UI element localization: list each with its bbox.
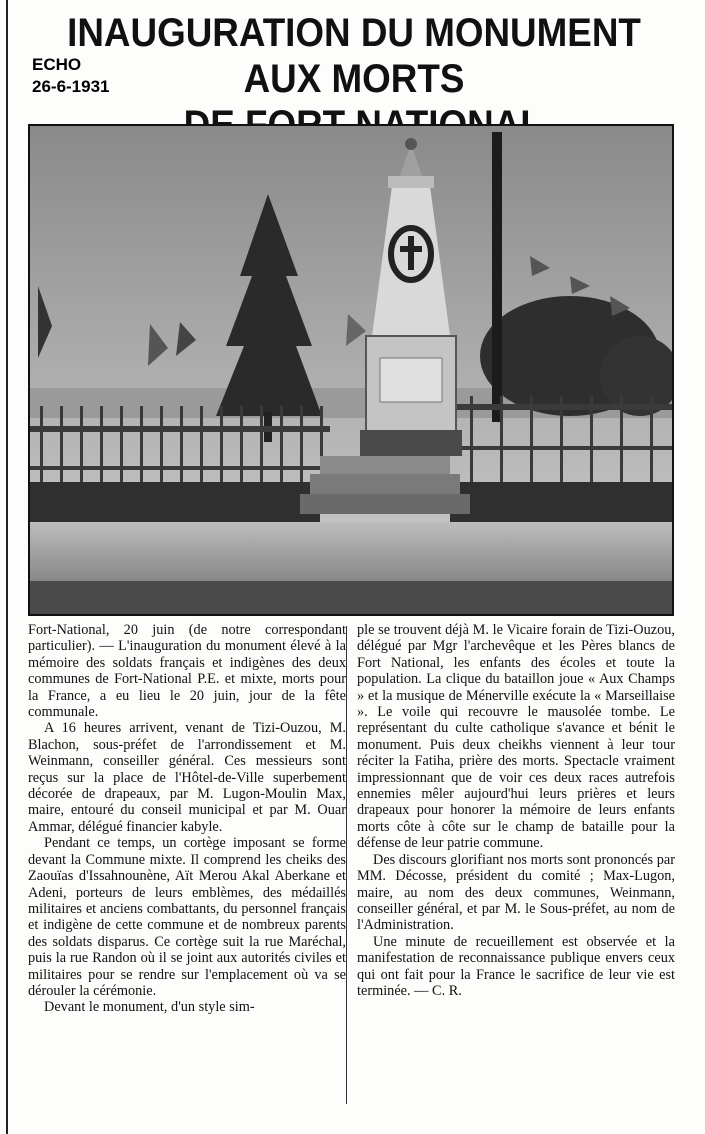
source-date: 26-6-1931 xyxy=(32,77,110,96)
article-column-2 xyxy=(357,622,675,999)
article-column-1 xyxy=(28,622,346,1016)
column-divider xyxy=(346,626,347,1104)
monument-photo xyxy=(28,124,674,616)
headline-line-1: INAUGURATION DU MONUMENT AUX MORTS xyxy=(67,11,641,101)
paragraph: ple se trouvent déjà M. le Vicaire forain de Tizi-Ouzou, délégué par Mgr l'archevêque et les Pères blancs de Fort National, les enfants des écoles et toute la population. La clique du bataillon joue « Aux Champs » et la musique de Ménerville exécute la « Marseillaise ». Le voile qui recouvre le mausolée tombe. Le représentant du culte catholique s'avance et bénit le monument. Puis deux cheikhs viennent à leur tour réciter la Fatiha, prière des morts. Spectacle vraiment impressionnant que de voir ces deux races autrefois ennemies mêler aujourd'hui leurs prières et leurs drapeaux pour honorer la mémoire de leurs enfants morts côte à côte sur le champ de bataille pour la défense de leur patrie commune. xyxy=(357,622,675,852)
paragraph: Fort-National, 20 juin (de notre correspondant particulier). — L'inauguration du monument élevé à la mémoire des soldats français et indigènes des deux communes de Fort-National P.E. et mixte, morts pour la France, a eu lieu le 20 juin, jour de la fête communale. xyxy=(28,622,346,721)
source-stamp xyxy=(32,54,110,98)
paragraph: Pendant ce temps, un cortège imposant se forme devant la Commune mixte. Il comprend les cheiks des Zaouïas d'Issahnounène, Aït Merou Akal Aberkane et Adeni, porteurs de leurs emblèmes, des médaillés militaires et anciens combattants, du personnel français et indigène de cette commune et de nombreux parents des soldats disparus. Ce cortège suit la rue Maréchal, puis la rue Randon où il se joint aux autorités civiles et militaires pour se rendre sur l'emplacement où va se dérouler la cérémonie. xyxy=(28,835,346,999)
paragraph: Une minute de recueillement est observée et la manifestation de reconnaissance publique envers ceux qui ont fait pour la France le sacrifice de leur vie est terminée. — C. R. xyxy=(357,933,675,999)
source-name: ECHO xyxy=(32,55,82,74)
page-edge-rule xyxy=(6,0,8,1134)
paragraph: A 16 heures arrivent, venant de Tizi-Ouzou, M. Blachon, sous-préfet de l'arrondissement et M. Weinmann, conseiller général. Ces messieurs sont reçus sur la place de l'Hôtel-de-Ville superbement décorée de drapeaux, par M. Lugon-Moulin Max, maire, entouré du conseil municipal et par M. Ouar Ammar, délégué financier kabyle. xyxy=(28,720,346,835)
paragraph: Devant le monument, d'un style sim- xyxy=(44,999,255,1016)
paragraph: Des discours glorifiant nos morts sont prononcés par MM. Décosse, président du comité ; Max-Lugon, maire, au nom des deux communes, Weinmann, conseiller général, et par M. le Sous-préfet, au nom de l'Administration. xyxy=(357,851,675,934)
monument-photo-drawing xyxy=(30,126,672,614)
